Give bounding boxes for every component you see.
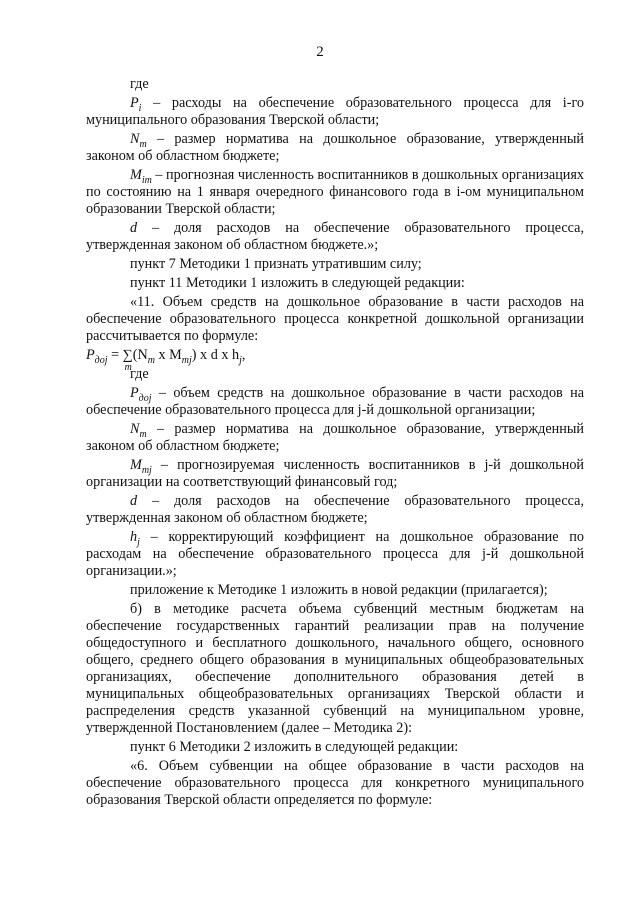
definition-pi: $P_i$ – расходы на обеспечение образовательного процесса для i-го муниципального образования Тверской области; (86, 95, 584, 128)
definition-nm: $N_m$ – размер норматива на дошкольное образование, утвержденный законом об областном бюджете; (86, 131, 584, 164)
where-label-2: где (130, 366, 149, 382)
symbol-nm-2: $N_m$ (130, 421, 147, 440)
paragraph-punkt6-intro: пункт 6 Методики 2 изложить в следующей редакции: (130, 739, 459, 755)
symbol-d: d (130, 220, 138, 236)
symbol-pdoj: $P_{доj}$ (130, 385, 152, 404)
symbol-mim: $M_{im}$ (130, 167, 152, 186)
symbol-mmj: $M_{mj}$ (130, 457, 152, 476)
paragraph-prilozhenie: приложение к Методике 1 изложить в новой редакции (прилагается); (130, 582, 548, 598)
definition-mim: $M_{im}$ – прогнозная численность воспитанников в дошкольных организациях по состоянию на 1 января очередного финансового года в i-ом муниципальном образовании Тверской области; (86, 167, 584, 217)
document-body (86, 76, 584, 811)
where-label-1: где (130, 76, 149, 92)
page-number: 2 (316, 44, 324, 60)
paragraph-point-b: б) в методике расчета объема субвенций местным бюджетам на обеспечение государственных гарантий реализации прав на получение общедоступного и бесплатного дошкольного, начального общего, основного общего, среднего общего образования в муниципальных общеобразовательных организациях, обеспечение дополнительного образования детей в муниципальных общеобразовательных организациях Тверской области и распределения средств указанной субвенций на муниципальном уровне, утвержденной Постановлением (далее – Методика 2): (86, 601, 584, 736)
definition-d: d – доля расходов на обеспечение образовательного процесса, утвержденная законом об областном бюджете.»; (86, 220, 584, 253)
paragraph-punkt7: пункт 7 Методики 1 признать утратившим силу; (130, 256, 422, 272)
definition-mmj: $M_{mj}$ – прогнозируемая численность воспитанников в j-й дошкольной организации на соответствующий финансовый год; (86, 457, 584, 490)
definition-d-2: d – доля расходов на обеспечение образовательного процесса, утвержденная законом об областном бюджете; (86, 493, 584, 526)
definition-hj: $h_j$ – корректирующий коэффициент на дошкольное образование по расходам на обеспечение образовательного процесса для j-й дошкольной организации.»; (86, 529, 584, 579)
symbol-hj: $h_j$ (130, 529, 140, 548)
paragraph-punkt11-text: «11. Объем средств на дошкольное образование в части расходов на обеспечение образовательного процесса конкретной дошкольной организации рассчитывается по формуле: (86, 294, 584, 344)
paragraph-punkt11-intro: пункт 11 Методики 1 изложить в следующей редакции: (130, 275, 465, 291)
symbol-pi: $P_i$ (130, 95, 142, 114)
paragraph-punkt6-text: «6. Объем субвенции на общее образование в части расходов на обеспечение образовательного процесса для конкретного муниципального образования Тверской области определяется по формуле: (86, 758, 584, 808)
symbol-d-2: d (130, 493, 138, 509)
sum-sign: ∑ m (122, 347, 133, 373)
formula-pdoj: $P_{доj}$ = ∑ m ($N_m$ x $M_{mj}$) x d x $h_j$, (86, 347, 246, 373)
definition-nm-2: $N_m$ – размер норматива на дошкольное образование, утвержденный законом об областном бюджете; (86, 421, 584, 454)
symbol-nm: $N_m$ (130, 131, 147, 150)
definition-pdoj: $P_{доj}$ – объем средств на дошкольное образование в части расходов на обеспечение образовательного процесса для j-й дошкольной организации; (86, 385, 584, 418)
